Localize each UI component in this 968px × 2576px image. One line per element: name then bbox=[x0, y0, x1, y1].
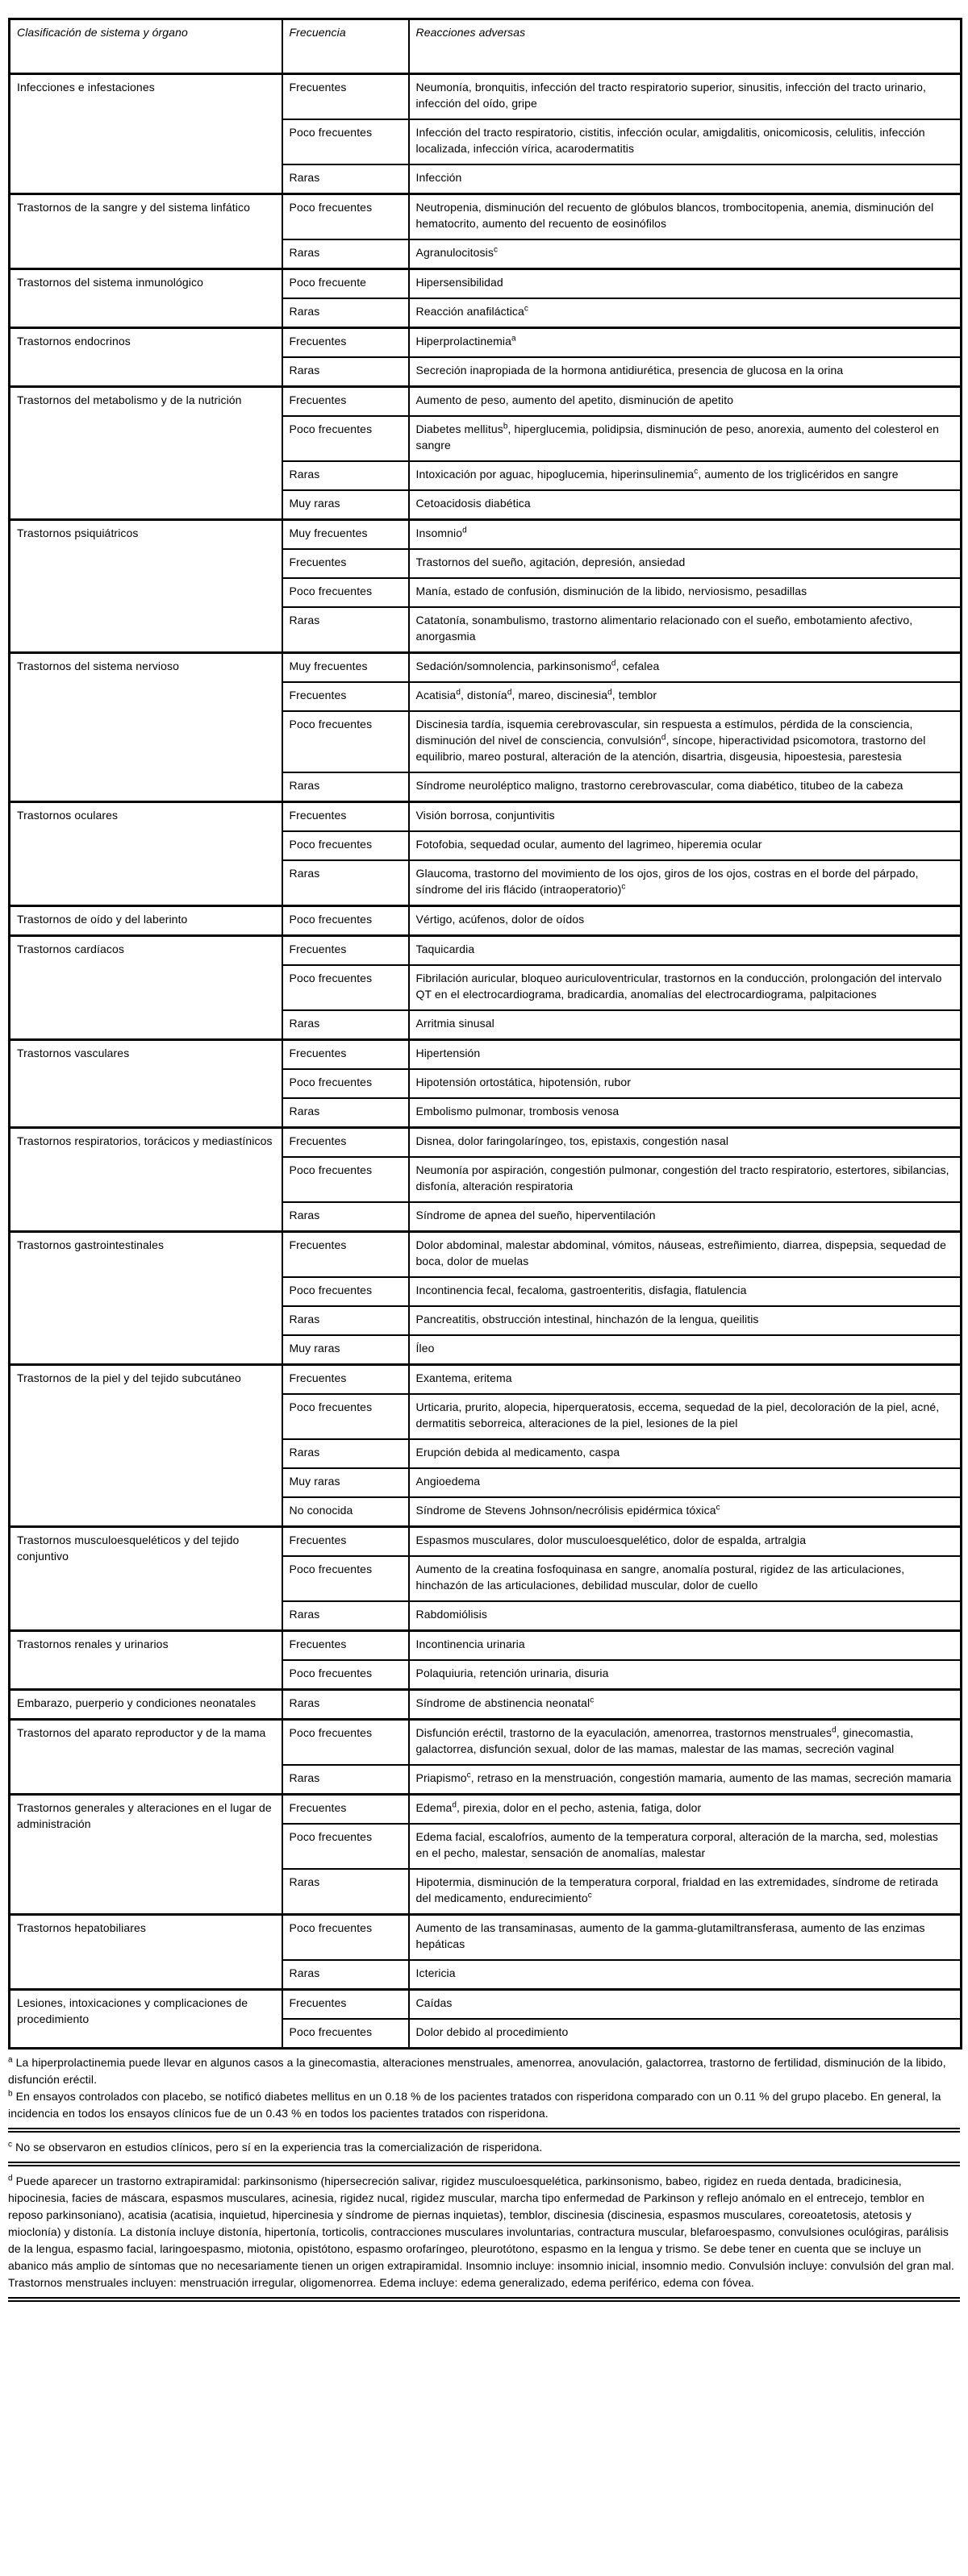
footnote-d-text: Puede aparecer un trastorno extrapiramidal: parkinsonismo (hipersecreción salivar, rigidez musculoesquelética, parkinsonismo, babeo, rigidez en rueda dentada, bradicinesia, hipocinesia, facies de máscara, espasmos musculares, acinesia, rigidez nucal, rigidez muscular, marcha tipo enfermedad de Parkinson y reflejo anómalo en el entrecejo, temblor en reposo parkinsoniano), acatisia (acatisia, inquietud, hipercinesia y síndrome de piernas inquietas), temblor, discinesia (discinesia, espasmos musculares, coreoatetosis, atetosis y mioclonía) y distonía. La distonía incluye distonía, hipertonía, torticolis, contracciones musculares involuntarias, contractura muscular, blefaroespasmo, convulsiones oculógiras, parálisis de la lengua, espasmo facial, laringoespasmo, miotonia, opistótono, espasmo orofaríngeo, pleurotótono, espasmo en la lengua y trismo. Se debe tener en cuenta que se incluye un abanico más amplio de síntomas que no necesariamente tienen un origen extrapiramidal. Insomnio incluye: insomnio inicial, insomnio medio. Convulsión incluye: convulsión del gran mal. Trastornos menstruales incluyen: menstruación irregular, oligomenorrea. Edema incluye: edema generalizado, edema periférico, edema con fóvea. bbox=[8, 2174, 955, 2289]
frequency-cell: Frecuentes bbox=[282, 328, 409, 358]
frequency-cell: Raras bbox=[282, 1765, 409, 1795]
organ-class-cell: Trastornos musculoesqueléticos y del tejido conjuntivo bbox=[10, 1527, 282, 1631]
footnote-d bbox=[8, 2173, 960, 2291]
reactions-cell: Dolor debido al procedimiento bbox=[409, 2019, 962, 2049]
frequency-cell: Poco frecuentes bbox=[282, 1157, 409, 1202]
organ-class-cell: Trastornos del metabolismo y de la nutrición bbox=[10, 387, 282, 520]
reactions-cell: Discinesia tardía, isquemia cerebrovascular, sin respuesta a estímulos, pérdida de la consciencia, disminución del nivel de consciencia, convulsión$^d$, síncope, hiperactividad psicomotora, trastorno del equilibrio, mareo postural, alteración de la atención, disartria, disgeusia, hipoestesia, parestesia bbox=[409, 711, 962, 772]
organ-class-cell: Trastornos endocrinos bbox=[10, 328, 282, 387]
table-row bbox=[10, 1690, 962, 1720]
frequency-cell: Raras bbox=[282, 1202, 409, 1232]
frequency-cell: Poco frecuentes bbox=[282, 1069, 409, 1098]
organ-class-cell: Trastornos generales y alteraciones en el lugar de administración bbox=[10, 1795, 282, 1915]
frequency-cell: Poco frecuente bbox=[282, 269, 409, 299]
organ-class-cell: Trastornos de la piel y del tejido subcutáneo bbox=[10, 1365, 282, 1527]
frequency-cell: Poco frecuentes bbox=[282, 1824, 409, 1869]
frequency-cell: Frecuentes bbox=[282, 1795, 409, 1825]
table-row bbox=[10, 1527, 962, 1557]
organ-class-cell: Trastornos hepatobiliares bbox=[10, 1915, 282, 1990]
frequency-cell: Poco frecuentes bbox=[282, 578, 409, 607]
frequency-cell: Poco frecuentes bbox=[282, 906, 409, 936]
footnote-b-text: En ensayos controlados con placebo, se notificó diabetes mellitus en un 0.18 % de los pacientes tratados con risperidona comparado con un 0.11 % del grupo placebo. En general, la incidencia en todos los ensayos clínicos fue de un 0.43 % en todos los pacientes tratados con risperidona. bbox=[8, 2090, 941, 2120]
footnote-c-text: No se observaron en estudios clínicos, pero sí en la experiencia tras la comercialización de risperidona. bbox=[15, 2141, 543, 2154]
reactions-cell: Incontinencia urinaria bbox=[409, 1631, 962, 1661]
frequency-cell: Poco frecuentes bbox=[282, 194, 409, 240]
frequency-cell: Raras bbox=[282, 1869, 409, 1915]
reactions-cell: Fotofobia, sequedad ocular, aumento del lagrimeo, hiperemia ocular bbox=[409, 831, 962, 860]
frequency-cell: Poco frecuentes bbox=[282, 1394, 409, 1439]
table-row bbox=[10, 1795, 962, 1825]
reactions-cell: Incontinencia fecal, fecaloma, gastroenteritis, disfagia, flatulencia bbox=[409, 1277, 962, 1306]
frequency-cell: Raras bbox=[282, 1960, 409, 1990]
footnote-marker-d: d bbox=[8, 2174, 13, 2183]
footnote-block-c bbox=[8, 2138, 960, 2162]
footnotes-section bbox=[8, 2054, 960, 2302]
table-row bbox=[10, 1990, 962, 2020]
reactions-cell: Visión borrosa, conjuntivitis bbox=[409, 802, 962, 832]
reactions-cell: Embolismo pulmonar, trombosis venosa bbox=[409, 1098, 962, 1128]
frequency-cell: Frecuentes bbox=[282, 1365, 409, 1395]
footnote-marker-c: c bbox=[8, 2140, 13, 2149]
footnote-block-ab bbox=[8, 2054, 960, 2128]
reactions-cell: Síndrome de abstinencia neonatal$^c$ bbox=[409, 1690, 962, 1720]
frequency-cell: Raras bbox=[282, 298, 409, 328]
footnote-c bbox=[8, 2139, 960, 2156]
frequency-cell: Poco frecuentes bbox=[282, 2019, 409, 2049]
reactions-cell: Priapismo$^c$, retraso en la menstruación, congestión mamaria, aumento de las mamas, secreción mamaria bbox=[409, 1765, 962, 1795]
reactions-cell: Cetoacidosis diabética bbox=[409, 490, 962, 520]
reactions-cell: Ictericia bbox=[409, 1960, 962, 1990]
frequency-cell: Frecuentes bbox=[282, 549, 409, 578]
reactions-cell: Rabdomiólisis bbox=[409, 1601, 962, 1631]
frequency-cell: Poco frecuentes bbox=[282, 1720, 409, 1766]
table-row bbox=[10, 387, 962, 417]
reactions-cell: Espasmos musculares, dolor musculoesquelético, dolor de espalda, artralgia bbox=[409, 1527, 962, 1557]
column-header-adverse-reactions: Reacciones adversas bbox=[409, 19, 962, 74]
reactions-cell: Hiperprolactinemia$^a$ bbox=[409, 328, 962, 358]
reactions-cell: Edema facial, escalofríos, aumento de la temperatura corporal, alteración de la marcha, sed, molestias en el pecho, malestar, sensación de anomalías, malestar bbox=[409, 1824, 962, 1869]
frequency-cell: Frecuentes bbox=[282, 1631, 409, 1661]
frequency-cell: Raras bbox=[282, 772, 409, 802]
table-row bbox=[10, 1631, 962, 1661]
reactions-cell: Glaucoma, trastorno del movimiento de los ojos, giros de los ojos, costras en el borde del párpado, síndrome del iris flácido (intraoperatorio)$^c$ bbox=[409, 860, 962, 906]
table-row bbox=[10, 520, 962, 550]
reactions-cell: Acatisia$^d$, distonía$^d$, mareo, discinesia$^d$, temblor bbox=[409, 682, 962, 711]
reactions-cell: Fibrilación auricular, bloqueo auriculoventricular, trastornos en la conducción, prolongación del intervalo QT en el electrocardiograma, bradicardia, anomalías del electrocardiograma, palpitaciones bbox=[409, 965, 962, 1010]
frequency-cell: Frecuentes bbox=[282, 74, 409, 120]
reactions-cell: Polaquiuria, retención urinaria, disuria bbox=[409, 1660, 962, 1690]
table-row bbox=[10, 328, 962, 358]
table-row bbox=[10, 1232, 962, 1278]
frequency-cell: Raras bbox=[282, 607, 409, 653]
reactions-cell: Dolor abdominal, malestar abdominal, vómitos, náuseas, estreñimiento, diarrea, dispepsia, sequedad de boca, dolor de muelas bbox=[409, 1232, 962, 1278]
frequency-cell: Raras bbox=[282, 1690, 409, 1720]
footnote-a bbox=[8, 2054, 960, 2088]
table-row bbox=[10, 1040, 962, 1070]
header-row bbox=[10, 19, 962, 74]
reactions-cell: Íleo bbox=[409, 1335, 962, 1365]
footnote-divider bbox=[8, 2128, 960, 2133]
table-row bbox=[10, 936, 962, 966]
reactions-cell: Vértigo, acúfenos, dolor de oídos bbox=[409, 906, 962, 936]
table-row bbox=[10, 802, 962, 832]
organ-class-cell: Trastornos del aparato reproductor y de la mama bbox=[10, 1720, 282, 1795]
frequency-cell: Poco frecuentes bbox=[282, 1277, 409, 1306]
frequency-cell: Poco frecuentes bbox=[282, 119, 409, 164]
frequency-cell: Raras bbox=[282, 1098, 409, 1128]
reactions-cell: Aumento de peso, aumento del apetito, disminución de apetito bbox=[409, 387, 962, 417]
table-row bbox=[10, 653, 962, 683]
reactions-cell: Aumento de las transaminasas, aumento de la gamma-glutamiltransferasa, aumento de las enzimas hepáticas bbox=[409, 1915, 962, 1961]
frequency-cell: Muy raras bbox=[282, 1335, 409, 1365]
reactions-cell: Agranulocitosis$^c$ bbox=[409, 239, 962, 269]
reactions-cell: Aumento de la creatina fosfoquinasa en sangre, anomalía postural, rigidez de las articulaciones, hinchazón de las articulaciones, debilidad muscular, dolor de cuello bbox=[409, 1556, 962, 1601]
frequency-cell: Raras bbox=[282, 860, 409, 906]
frequency-cell: Frecuentes bbox=[282, 1232, 409, 1278]
organ-class-cell: Trastornos cardíacos bbox=[10, 936, 282, 1040]
footnote-divider bbox=[8, 2162, 960, 2166]
frequency-cell: Raras bbox=[282, 1439, 409, 1468]
reactions-cell: Angioedema bbox=[409, 1468, 962, 1497]
frequency-cell: Poco frecuentes bbox=[282, 1556, 409, 1601]
frequency-cell: Frecuentes bbox=[282, 802, 409, 832]
reactions-cell: Neumonía, bronquitis, infección del tracto respiratorio superior, sinusitis, infección del tracto urinario, infección del oído, gripe bbox=[409, 74, 962, 120]
reactions-cell: Taquicardia bbox=[409, 936, 962, 966]
reactions-cell: Hipersensibilidad bbox=[409, 269, 962, 299]
organ-class-cell: Trastornos de la sangre y del sistema linfático bbox=[10, 194, 282, 269]
adverse-reactions-table bbox=[8, 18, 962, 2050]
frequency-cell: Raras bbox=[282, 164, 409, 194]
reactions-cell: Catatonía, sonambulismo, trastorno alimentario relacionado con el sueño, embotamiento afectivo, anorgasmia bbox=[409, 607, 962, 653]
reactions-cell: Síndrome de Stevens Johnson/necrólisis epidérmica tóxica$^c$ bbox=[409, 1497, 962, 1527]
frequency-cell: Raras bbox=[282, 1601, 409, 1631]
frequency-cell: Muy raras bbox=[282, 1468, 409, 1497]
organ-class-cell: Trastornos de oído y del laberinto bbox=[10, 906, 282, 936]
reactions-cell: Disnea, dolor faringolaríngeo, tos, epistaxis, congestión nasal bbox=[409, 1128, 962, 1158]
table-row bbox=[10, 1720, 962, 1766]
column-header-organ-class: Clasificación de sistema y órgano bbox=[10, 19, 282, 74]
organ-class-cell: Embarazo, puerperio y condiciones neonatales bbox=[10, 1690, 282, 1720]
table-row bbox=[10, 269, 962, 299]
reactions-cell: Hipotermia, disminución de la temperatura corporal, frialdad en las extremidades, síndrome de retirada del medicamento, endurecimiento$^c$ bbox=[409, 1869, 962, 1915]
reactions-cell: Intoxicación por aguac, hipoglucemia, hiperinsulinemia$^c$, aumento de los triglicéridos en sangre bbox=[409, 461, 962, 490]
frequency-cell: Frecuentes bbox=[282, 1990, 409, 2020]
frequency-cell: Muy frecuentes bbox=[282, 653, 409, 683]
frequency-cell: Poco frecuentes bbox=[282, 711, 409, 772]
reactions-cell: Sedación/somnolencia, parkinsonismo$^d$, cefalea bbox=[409, 653, 962, 683]
organ-class-cell: Trastornos renales y urinarios bbox=[10, 1631, 282, 1690]
reactions-cell: Caídas bbox=[409, 1990, 962, 2020]
frequency-cell: Frecuentes bbox=[282, 1128, 409, 1158]
reactions-cell: Arritmia sinusal bbox=[409, 1010, 962, 1040]
footnote-a-text: La hiperprolactinemia puede llevar en algunos casos a la ginecomastia, alteraciones menstruales, amenorrea, anovulación, galactorrea, trastorno de fertilidad, disminución de la libido, disfunción eréctil. bbox=[8, 2056, 946, 2086]
frequency-cell: Raras bbox=[282, 239, 409, 269]
reactions-cell: Síndrome neuroléptico maligno, trastorno cerebrovascular, coma diabético, titubeo de la cabeza bbox=[409, 772, 962, 802]
frequency-cell: Frecuentes bbox=[282, 387, 409, 417]
table-row bbox=[10, 1365, 962, 1395]
frequency-cell: Poco frecuentes bbox=[282, 831, 409, 860]
organ-class-cell: Lesiones, intoxicaciones y complicaciones de procedimiento bbox=[10, 1990, 282, 2049]
reactions-cell: Hipertensión bbox=[409, 1040, 962, 1070]
reactions-cell: Urticaria, prurito, alopecia, hiperqueratosis, eccema, sequedad de la piel, decoloración de la piel, acné, dermatitis seborreica, alteraciones de la piel, lesiones de la piel bbox=[409, 1394, 962, 1439]
footnote-marker-b: b bbox=[8, 2089, 13, 2099]
reactions-cell: Neumonía por aspiración, congestión pulmonar, congestión del tracto respiratorio, estertores, sibilancias, disfonía, alteración respiratoria bbox=[409, 1157, 962, 1202]
organ-class-cell: Trastornos psiquiátricos bbox=[10, 520, 282, 653]
reactions-cell: Pancreatitis, obstrucción intestinal, hinchazón de la lengua, queilitis bbox=[409, 1306, 962, 1335]
reactions-cell: Infección bbox=[409, 164, 962, 194]
reactions-cell: Exantema, eritema bbox=[409, 1365, 962, 1395]
frequency-cell: Poco frecuentes bbox=[282, 965, 409, 1010]
reactions-cell: Hipotensión ortostática, hipotensión, rubor bbox=[409, 1069, 962, 1098]
frequency-cell: Frecuentes bbox=[282, 1040, 409, 1070]
frequency-cell: No conocida bbox=[282, 1497, 409, 1527]
frequency-cell: Frecuentes bbox=[282, 682, 409, 711]
organ-class-cell: Trastornos del sistema nervioso bbox=[10, 653, 282, 802]
reactions-cell: Edema$^d$, pirexia, dolor en el pecho, astenia, fatiga, dolor bbox=[409, 1795, 962, 1825]
table-row bbox=[10, 74, 962, 120]
frequency-cell: Poco frecuentes bbox=[282, 1915, 409, 1961]
frequency-cell: Muy raras bbox=[282, 490, 409, 520]
frequency-cell: Raras bbox=[282, 461, 409, 490]
organ-class-cell: Trastornos respiratorios, torácicos y mediastínicos bbox=[10, 1128, 282, 1232]
organ-class-cell: Trastornos vasculares bbox=[10, 1040, 282, 1128]
reactions-cell: Insomnio$^d$ bbox=[409, 520, 962, 550]
organ-class-cell: Trastornos del sistema inmunológico bbox=[10, 269, 282, 328]
table-row bbox=[10, 194, 962, 240]
reactions-cell: Diabetes mellitus$^b$, hiperglucemia, polidipsia, disminución de peso, anorexia, aumento del colesterol en sangre bbox=[409, 416, 962, 461]
reactions-cell: Trastornos del sueño, agitación, depresión, ansiedad bbox=[409, 549, 962, 578]
organ-class-cell: Infecciones e infestaciones bbox=[10, 74, 282, 194]
frequency-cell: Raras bbox=[282, 1306, 409, 1335]
footnote-marker-a: a bbox=[8, 2055, 13, 2065]
reactions-cell: Reacción anafiláctica$^c$ bbox=[409, 298, 962, 328]
reactions-cell: Neutropenia, disminución del recuento de glóbulos blancos, trombocitopenia, anemia, disminución del hematocrito, aumento del recuento de eosinófilos bbox=[409, 194, 962, 240]
reactions-cell: Manía, estado de confusión, disminución de la libido, nerviosismo, pesadillas bbox=[409, 578, 962, 607]
frequency-cell: Frecuentes bbox=[282, 1527, 409, 1557]
frequency-cell: Raras bbox=[282, 1010, 409, 1040]
frequency-cell: Poco frecuentes bbox=[282, 416, 409, 461]
table-row bbox=[10, 906, 962, 936]
column-header-frequency: Frecuencia bbox=[282, 19, 409, 74]
table-row bbox=[10, 1128, 962, 1158]
frequency-cell: Raras bbox=[282, 357, 409, 387]
frequency-cell: Poco frecuentes bbox=[282, 1660, 409, 1690]
reactions-cell: Erupción debida al medicamento, caspa bbox=[409, 1439, 962, 1468]
frequency-cell: Frecuentes bbox=[282, 936, 409, 966]
footnote-b bbox=[8, 2088, 960, 2122]
reactions-cell: Disfunción eréctil, trastorno de la eyaculación, amenorrea, trastornos menstruales$^d$, ginecomastia, galactorrea, disfunción sexual, dolor de las mamas, malestar de las mamas, secreción vaginal bbox=[409, 1720, 962, 1766]
table-row bbox=[10, 1915, 962, 1961]
organ-class-cell: Trastornos oculares bbox=[10, 802, 282, 906]
frequency-cell: Muy frecuentes bbox=[282, 520, 409, 550]
reactions-cell: Secreción inapropiada de la hormona antidiurética, presencia de glucosa en la orina bbox=[409, 357, 962, 387]
table-bottom-rule bbox=[8, 2297, 960, 2302]
reactions-cell: Síndrome de apnea del sueño, hiperventilación bbox=[409, 1202, 962, 1232]
organ-class-cell: Trastornos gastrointestinales bbox=[10, 1232, 282, 1365]
footnote-block-d bbox=[8, 2172, 960, 2297]
reactions-cell: Infección del tracto respiratorio, cistitis, infección ocular, amigdalitis, onicomicosis, celulitis, infección localizada, infección vírica, acarodermatitis bbox=[409, 119, 962, 164]
